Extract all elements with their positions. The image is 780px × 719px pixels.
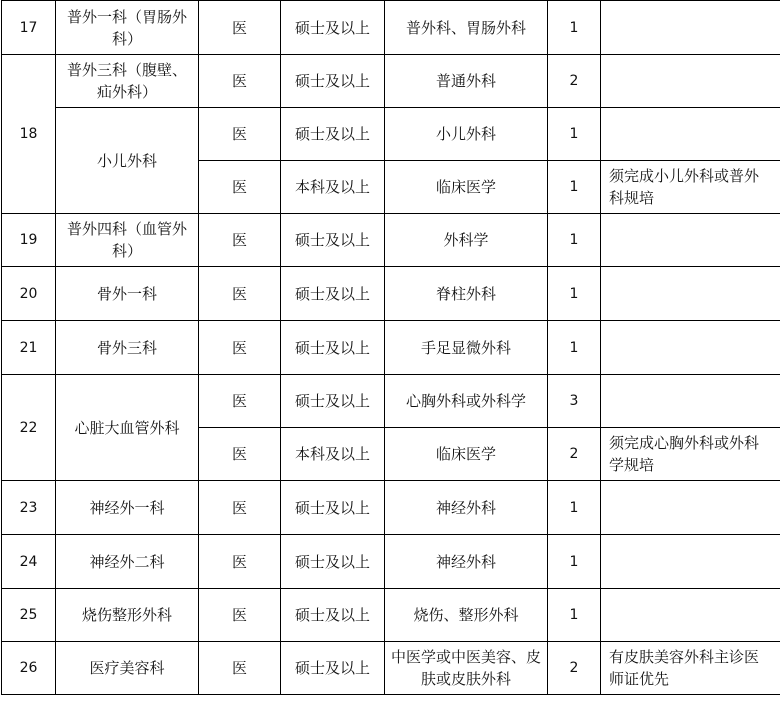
table-row bbox=[2, 589, 780, 642]
category-cell: 医 bbox=[199, 214, 281, 267]
table-row bbox=[2, 108, 780, 161]
count-cell: 1 bbox=[548, 108, 601, 161]
department-cell: 医疗美容科 bbox=[56, 642, 199, 695]
department-cell: 小儿外科 bbox=[56, 108, 199, 214]
row-number: 22 bbox=[2, 375, 56, 481]
education-cell: 硕士及以上 bbox=[281, 55, 385, 108]
row-number: 18 bbox=[2, 55, 56, 214]
education-cell: 硕士及以上 bbox=[281, 642, 385, 695]
education-cell: 本科及以上 bbox=[281, 428, 385, 481]
category-cell: 医 bbox=[199, 428, 281, 481]
major-cell: 中医学或中医美容、皮肤或皮肤外科 bbox=[385, 642, 548, 695]
row-number: 23 bbox=[2, 481, 56, 535]
note-cell bbox=[601, 375, 780, 428]
major-cell: 普外科、胃肠外科 bbox=[385, 1, 548, 55]
row-number: 21 bbox=[2, 321, 56, 375]
table-row bbox=[2, 481, 780, 535]
department-cell: 烧伤整形外科 bbox=[56, 589, 199, 642]
major-cell: 神经外科 bbox=[385, 535, 548, 589]
category-cell: 医 bbox=[199, 481, 281, 535]
table-row bbox=[2, 1, 780, 55]
major-cell: 临床医学 bbox=[385, 428, 548, 481]
department-cell: 心脏大血管外科 bbox=[56, 375, 199, 481]
major-cell: 神经外科 bbox=[385, 481, 548, 535]
category-cell: 医 bbox=[199, 55, 281, 108]
row-number: 19 bbox=[2, 214, 56, 267]
count-cell: 1 bbox=[548, 589, 601, 642]
education-cell: 硕士及以上 bbox=[281, 1, 385, 55]
category-cell: 医 bbox=[199, 535, 281, 589]
note-cell: 须完成心胸外科或外科学规培 bbox=[601, 428, 780, 481]
note-cell bbox=[601, 535, 780, 589]
category-cell: 医 bbox=[199, 108, 281, 161]
department-cell: 骨外一科 bbox=[56, 267, 199, 321]
count-cell: 1 bbox=[548, 535, 601, 589]
department-cell: 神经外一科 bbox=[56, 481, 199, 535]
note-cell: 须完成小儿外科或普外科规培 bbox=[601, 161, 780, 214]
category-cell: 医 bbox=[199, 375, 281, 428]
category-cell: 医 bbox=[199, 642, 281, 695]
education-cell: 硕士及以上 bbox=[281, 267, 385, 321]
count-cell: 1 bbox=[548, 1, 601, 55]
note-cell bbox=[601, 55, 780, 108]
count-cell: 2 bbox=[548, 428, 601, 481]
note-cell bbox=[601, 321, 780, 375]
education-cell: 本科及以上 bbox=[281, 161, 385, 214]
major-cell: 小儿外科 bbox=[385, 108, 548, 161]
note-cell bbox=[601, 214, 780, 267]
category-cell: 医 bbox=[199, 267, 281, 321]
category-cell: 医 bbox=[199, 589, 281, 642]
count-cell: 2 bbox=[548, 55, 601, 108]
note-cell bbox=[601, 589, 780, 642]
department-cell: 神经外二科 bbox=[56, 535, 199, 589]
row-number: 20 bbox=[2, 267, 56, 321]
department-cell: 普外四科（血管外科） bbox=[56, 214, 199, 267]
count-cell: 1 bbox=[548, 267, 601, 321]
row-number: 25 bbox=[2, 589, 56, 642]
education-cell: 硕士及以上 bbox=[281, 321, 385, 375]
row-number: 24 bbox=[2, 535, 56, 589]
count-cell: 1 bbox=[548, 481, 601, 535]
department-cell: 普外三科（腹壁、疝外科） bbox=[56, 55, 199, 108]
table-row bbox=[2, 535, 780, 589]
category-cell: 医 bbox=[199, 161, 281, 214]
count-cell: 1 bbox=[548, 214, 601, 267]
table-row bbox=[2, 55, 780, 108]
education-cell: 硕士及以上 bbox=[281, 535, 385, 589]
count-cell: 1 bbox=[548, 321, 601, 375]
row-number: 26 bbox=[2, 642, 56, 695]
note-cell bbox=[601, 481, 780, 535]
education-cell: 硕士及以上 bbox=[281, 481, 385, 535]
count-cell: 1 bbox=[548, 161, 601, 214]
table-row bbox=[2, 375, 780, 428]
major-cell: 手足显微外科 bbox=[385, 321, 548, 375]
education-cell: 硕士及以上 bbox=[281, 108, 385, 161]
note-cell bbox=[601, 1, 780, 55]
note-cell bbox=[601, 108, 780, 161]
recruitment-table bbox=[1, 0, 780, 695]
major-cell: 临床医学 bbox=[385, 161, 548, 214]
count-cell: 2 bbox=[548, 642, 601, 695]
category-cell: 医 bbox=[199, 1, 281, 55]
major-cell: 心胸外科或外科学 bbox=[385, 375, 548, 428]
row-number: 17 bbox=[2, 1, 56, 55]
table-row bbox=[2, 214, 780, 267]
major-cell: 普通外科 bbox=[385, 55, 548, 108]
category-cell: 医 bbox=[199, 321, 281, 375]
major-cell: 烧伤、整形外科 bbox=[385, 589, 548, 642]
education-cell: 硕士及以上 bbox=[281, 589, 385, 642]
education-cell: 硕士及以上 bbox=[281, 375, 385, 428]
note-cell: 有皮肤美容外科主诊医师证优先 bbox=[601, 642, 780, 695]
department-cell: 普外一科（胃肠外科） bbox=[56, 1, 199, 55]
table-row bbox=[2, 642, 780, 695]
major-cell: 脊柱外科 bbox=[385, 267, 548, 321]
department-cell: 骨外三科 bbox=[56, 321, 199, 375]
note-cell bbox=[601, 267, 780, 321]
major-cell: 外科学 bbox=[385, 214, 548, 267]
count-cell: 3 bbox=[548, 375, 601, 428]
education-cell: 硕士及以上 bbox=[281, 214, 385, 267]
table-row bbox=[2, 267, 780, 321]
table-row bbox=[2, 321, 780, 375]
